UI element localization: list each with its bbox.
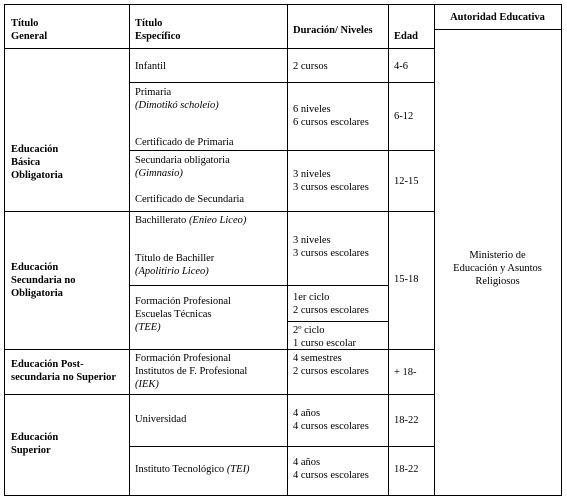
row-primaria-duracion: 6 niveles 6 cursos escolares [293, 104, 369, 129]
header-edad: Edad [394, 31, 418, 42]
education-table [4, 4, 562, 496]
autoridad-ministerio: Ministerio de Educación y Asuntos Religiosos [453, 250, 542, 288]
row-tei-titulo: Instituto Tecnológico (TEI) [135, 464, 250, 475]
row-secundaria-titulo: Secundaria obligatoria (Gimnasio) [135, 155, 230, 180]
autoridad-header-divider [434, 29, 561, 30]
section-divider [5, 211, 434, 212]
row-bachillerato-duracion: 3 niveles 3 cursos escolares [293, 235, 369, 260]
row-secundaria-no-oblig-edad: 15-18 [394, 274, 419, 285]
row-divider [129, 150, 434, 151]
header-duracion: Duración/ Niveles [293, 25, 373, 36]
section-divider [5, 349, 434, 350]
header-divider [5, 48, 434, 49]
section-educacion-basica: Educación Básica Obligatoria [11, 144, 63, 182]
row-iek-titulo: Formación Profesional Institutos de F. Profesional (IEK) [135, 353, 248, 391]
row-divider [129, 285, 388, 286]
col-divider-1 [129, 5, 130, 495]
row-universidad-edad: 18-22 [394, 415, 419, 426]
row-fp-ciclo2: 2º ciclo 1 curso escolar [293, 325, 356, 350]
row-universidad-duracion: 4 años 4 cursos escolares [293, 408, 369, 433]
row-infantil-titulo: Infantil [135, 61, 166, 72]
row-bachillerato-titulo2: Título de Bachiller (Apolitirio Liceo) [135, 253, 215, 278]
col-divider-3 [388, 5, 389, 495]
row-divider [287, 321, 388, 322]
row-divider [129, 446, 434, 447]
row-universidad-titulo: Universidad [135, 414, 187, 425]
row-primaria-titulo: Primaria (Dimotikó scholeío) [135, 87, 219, 112]
section-educacion-post-secundaria: Educación Post- secundaria no Superior [11, 359, 117, 384]
row-iek-edad: + 18- [394, 367, 417, 378]
row-iek-duracion: 4 semestres 2 cursos escolares [293, 353, 369, 378]
section-educacion-secundaria: Educación Secundaria no Obligatoria [11, 262, 76, 300]
row-infantil-duracion: 2 cursos [293, 61, 328, 72]
header-titulo-especifico: Título Específico [135, 18, 181, 43]
row-secundaria-certificado: Certificado de Secundaria [135, 194, 245, 205]
row-bachillerato-titulo: Bachillerato (Enieo Liceo) [135, 215, 247, 226]
row-primaria-certificado: Certificado de Primaria [135, 137, 234, 148]
row-infantil-edad: 4-6 [394, 61, 408, 72]
row-primaria-edad: 6-12 [394, 111, 414, 122]
section-divider [5, 394, 434, 395]
row-fp-titulo: Formación Profesional Escuelas Técnicas (TEE) [135, 296, 231, 334]
row-tei-duracion: 4 años 4 cursos escolares [293, 457, 369, 482]
header-titulo-general: Título General [11, 18, 48, 43]
row-secundaria-duracion: 3 niveles 3 cursos escolares [293, 169, 369, 194]
row-secundaria-edad: 12-15 [394, 176, 419, 187]
section-educacion-superior: Educación Superior [11, 432, 59, 457]
row-divider [129, 82, 434, 83]
header-autoridad: Autoridad Educativa [450, 12, 545, 23]
col-divider-2 [287, 5, 288, 495]
row-fp-ciclo1: 1er ciclo 2 cursos escolares [293, 292, 369, 317]
row-tei-edad: 18-22 [394, 464, 419, 475]
